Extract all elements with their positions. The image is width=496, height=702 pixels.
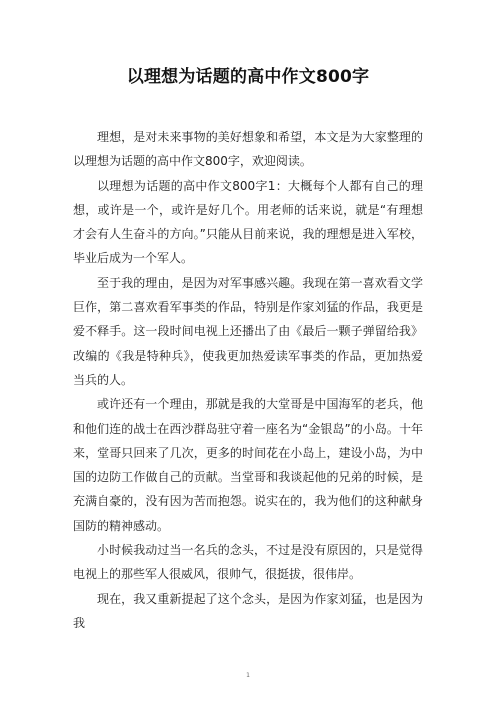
- document-body: [73, 125, 423, 635]
- document-title: 以理想为话题的高中作文800字: [126, 67, 370, 87]
- paragraph-3: 至于我的理由，是因为对军事感兴趣。我现在第一喜欢看文学巨作，第二喜欢看军事类的作品，特别是作家刘猛的作品，我更是爱不释手。这一段时间电视上还播出了由《最后一颗子弹留给我》改编的《我是特种兵》，使我更加热爱读军事类的作品，更加热爱当兵的人。: [73, 275, 423, 387]
- paragraph-4: 或许还有一个理由，那就是我的大堂哥是中国海军的老兵，他和他们连的战士在西沙群岛驻守着一座名为“金银岛”的小岛。十年来，堂哥只回来了几次，更多的时间花在小岛上，建设小岛，为中国的边防工作做自己的贡献。当堂哥和我谈起他的兄弟的时候，是充满自豪的，没有因为苦而抱怨。说实在的，我为他们的这种献身国防的精神感动。: [73, 397, 423, 533]
- page-number: 1: [246, 672, 250, 679]
- paragraph-1: 理想，是对未来事物的美好想象和希望，本文是为大家整理的以理想为话题的高中作文800字，欢迎阅读。: [73, 130, 423, 169]
- paragraph-2: 以理想为话题的高中作文800字1：大概每个人都有自己的理想，或许是一个，或许是好几个。用老师的话来说，就是“有理想才会有人生奋斗的方向。”只能从目前来说，我的理想是进入军校，毕业后成为一个军人。: [73, 178, 423, 266]
- paragraph-6: 现在，我又重新提起了这个念头，是因为作家刘猛，也是因为我: [73, 591, 423, 630]
- paragraph-5: 小时候我动过当一名兵的念头，不过是没有原因的，只是觉得电视上的那些军人很威风，很帅气，很挺拔，很伟岸。: [73, 543, 423, 582]
